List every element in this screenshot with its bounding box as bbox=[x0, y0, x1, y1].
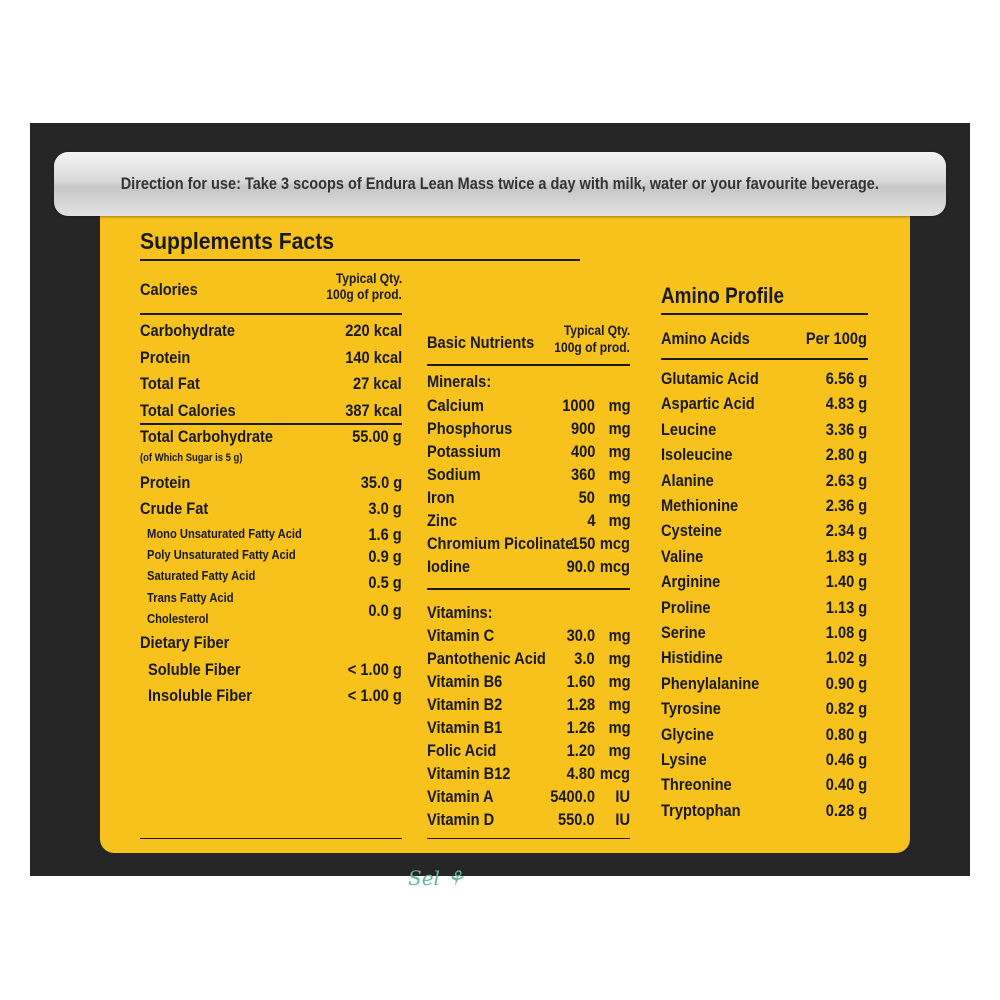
amino-row-value: 0.90 g bbox=[825, 673, 867, 693]
nutrient-row-label: Vitamin B1 bbox=[427, 718, 503, 737]
amino-row-label: Aspartic Acid bbox=[661, 394, 755, 414]
amino-row-label: Isoleucine bbox=[661, 445, 733, 465]
nutrient-row-unit: mcg bbox=[599, 764, 630, 783]
amino-row-label: Alanine bbox=[661, 470, 714, 490]
protein-value: 35.0 g bbox=[360, 473, 402, 492]
amino-acids-header: Amino Acids bbox=[661, 329, 750, 348]
per-100g-amino-header: Per 100g bbox=[806, 329, 867, 348]
nutrient-row-qty: 1.60 bbox=[566, 672, 595, 691]
nutrient-row-unit: mg bbox=[608, 465, 630, 484]
amino-header-divider bbox=[661, 358, 868, 360]
nutrient-row-qty: 400 bbox=[570, 442, 595, 461]
nutrient-row-label: Vitamin B6 bbox=[427, 672, 503, 691]
nutrient-row-label: Phosphorus bbox=[427, 419, 513, 438]
nutrient-row-qty: 360 bbox=[570, 465, 595, 484]
nutrient-row-unit: mg bbox=[608, 488, 630, 507]
nutrient-row-unit: mg bbox=[608, 396, 630, 415]
crude-fat-label: Crude Fat bbox=[140, 499, 209, 518]
nutrient-row-qty: 3.0 bbox=[574, 649, 595, 668]
calorie-row-label: Protein bbox=[140, 348, 191, 367]
nutrient-row-label: Sodium bbox=[427, 465, 481, 484]
fat-row-value: 0.0 g bbox=[368, 601, 402, 620]
header-divider bbox=[140, 313, 402, 315]
amino-row-label: Glycine bbox=[661, 724, 714, 744]
nutrient-row-label: Iodine bbox=[427, 557, 471, 576]
fiber-row-label: Insoluble Fiber bbox=[148, 686, 252, 705]
nutrient-row-unit: mg bbox=[608, 649, 630, 668]
nutrient-row-unit: mg bbox=[608, 695, 630, 714]
nutrient-row-qty: 4.80 bbox=[566, 764, 595, 783]
total-carbohydrate-value: 55.00 g bbox=[352, 427, 402, 446]
fat-row-label: Mono Unsaturated Fatty Acid bbox=[147, 526, 302, 541]
nutrient-row-label: Chromium Picolinate bbox=[427, 534, 574, 553]
nutrient-row-unit: IU bbox=[615, 810, 630, 829]
nutrient-row-unit: mcg bbox=[599, 557, 630, 576]
middle-column-footer-rule bbox=[427, 838, 630, 839]
calorie-row-value: 27 kcal bbox=[353, 374, 402, 393]
amino-row-value: 2.80 g bbox=[825, 445, 867, 465]
fat-row-label: Cholesterol bbox=[147, 611, 209, 626]
basic-header-divider bbox=[427, 364, 630, 366]
nutrient-row-label: Vitamin B12 bbox=[427, 764, 511, 783]
protein-label: Protein bbox=[140, 473, 191, 492]
amino-row-label: Proline bbox=[661, 597, 711, 617]
calorie-row-label: Total Fat bbox=[140, 374, 200, 393]
calorie-row-value: 220 kcal bbox=[345, 321, 402, 340]
amino-row-label: Methionine bbox=[661, 496, 739, 515]
amino-row-label: Phenylalanine bbox=[661, 673, 760, 693]
fat-row-value: 1.6 g bbox=[368, 525, 402, 544]
calorie-row-value: 387 kcal bbox=[345, 401, 402, 420]
title-underline bbox=[140, 259, 580, 261]
total-calories-divider bbox=[140, 423, 402, 425]
left-column-footer-rule bbox=[140, 838, 402, 839]
amino-row-value: 3.36 g bbox=[825, 419, 867, 439]
nutrient-row-label: Pantothenic Acid bbox=[427, 649, 546, 668]
amino-row-value: 1.40 g bbox=[825, 572, 867, 592]
nutrient-row-label: Calcium bbox=[427, 396, 484, 415]
calories-header: Calories bbox=[140, 280, 198, 299]
amino-row-value: 2.36 g bbox=[825, 496, 867, 515]
nutrient-row-unit: mg bbox=[608, 741, 630, 760]
total-carbohydrate-label: Total Carbohydrate bbox=[140, 427, 273, 446]
fat-row-value: 0.5 g bbox=[368, 573, 402, 592]
supplements-title: Supplements Facts bbox=[140, 228, 335, 254]
vitamins-label: Vitamins: bbox=[427, 603, 493, 622]
amino-row-label: Tryptophan bbox=[661, 800, 741, 820]
amino-row-label: Leucine bbox=[661, 419, 717, 439]
basic-nutrients-header: Basic Nutrients bbox=[427, 333, 535, 352]
amino-row-label: Cysteine bbox=[661, 521, 722, 541]
amino-row-label: Threonine bbox=[661, 775, 732, 795]
basic-per-100g-header: 100g of prod. bbox=[554, 339, 630, 355]
per-100g-header: 100g of prod. bbox=[326, 286, 402, 302]
nutrient-row-qty: 30.0 bbox=[566, 626, 595, 645]
amino-row-label: Lysine bbox=[661, 750, 707, 769]
directions-banner bbox=[54, 152, 946, 216]
fat-row-label: Poly Unsaturated Fatty Acid bbox=[147, 547, 296, 562]
nutrient-row-label: Vitamin A bbox=[427, 787, 494, 806]
amino-row-value: 1.13 g bbox=[825, 597, 867, 617]
fiber-row-label: Soluble Fiber bbox=[148, 660, 241, 679]
amino-row-label: Valine bbox=[661, 546, 704, 566]
dietary-fiber-label: Dietary Fiber bbox=[140, 633, 230, 652]
nutrient-row-qty: 150 bbox=[570, 534, 595, 553]
amino-row-value: 1.02 g bbox=[825, 648, 867, 668]
nutrient-row-qty: 4 bbox=[586, 511, 595, 530]
amino-row-value: 1.08 g bbox=[825, 623, 867, 642]
nutrient-row-qty: 1.26 bbox=[566, 718, 595, 737]
amino-row-value: 0.28 g bbox=[825, 800, 867, 820]
nutrient-row-label: Potassium bbox=[427, 442, 501, 461]
sugar-note: (of Which Sugar is 5 g) bbox=[140, 452, 243, 464]
amino-row-label: Arginine bbox=[661, 572, 721, 592]
amino-row-value: 1.83 g bbox=[825, 546, 867, 566]
nutrient-row-unit: mg bbox=[608, 511, 630, 530]
nutrition-panel bbox=[100, 188, 910, 853]
minerals-label: Minerals: bbox=[427, 372, 492, 391]
nutrient-row-label: Vitamin B2 bbox=[427, 695, 503, 714]
nutrient-row-unit: mg bbox=[608, 626, 630, 645]
nutrient-row-unit: mg bbox=[608, 419, 630, 438]
nutrient-row-unit: mg bbox=[608, 442, 630, 461]
amino-row-value: 0.46 g bbox=[825, 750, 867, 769]
fiber-row-value: < 1.00 g bbox=[347, 660, 402, 679]
nutrient-row-qty: 1.28 bbox=[566, 695, 595, 714]
fat-row-label: Saturated Fatty Acid bbox=[147, 568, 256, 583]
amino-row-label: Glutamic Acid bbox=[661, 369, 759, 388]
amino-title-divider bbox=[661, 313, 868, 315]
fat-row-label: Trans Fatty Acid bbox=[147, 590, 234, 605]
fiber-row-value: < 1.00 g bbox=[347, 686, 402, 705]
nutrient-row-qty: 900 bbox=[570, 419, 595, 438]
calorie-row-value: 140 kcal bbox=[345, 348, 402, 367]
nutrient-row-unit: IU bbox=[615, 787, 630, 806]
nutrient-row-qty: 550.0 bbox=[558, 810, 595, 829]
amino-row-value: 0.80 g bbox=[825, 724, 867, 744]
amino-row-value: 2.34 g bbox=[825, 521, 867, 541]
calorie-row-label: Carbohydrate bbox=[140, 321, 236, 340]
nutrient-row-unit: mcg bbox=[599, 534, 630, 553]
directions-text: Direction for use: Take 3 scoops of Endura Lean Mass twice a day with milk, water or your favourite beverage. bbox=[120, 174, 880, 193]
basic-typical-qty-header: Typical Qty. bbox=[563, 322, 630, 338]
nutrient-row-qty: 50 bbox=[578, 488, 595, 507]
fat-row-value: 0.9 g bbox=[368, 547, 402, 566]
nutrient-row-label: Iron bbox=[427, 488, 455, 507]
nutrient-row-qty: 1000 bbox=[562, 396, 595, 415]
nutrient-row-qty: 5400.0 bbox=[550, 787, 595, 806]
crude-fat-value: 3.0 g bbox=[368, 499, 402, 518]
amino-row-label: Serine bbox=[661, 623, 706, 642]
amino-row-value: 0.40 g bbox=[825, 775, 867, 795]
nutrient-row-label: Zinc bbox=[427, 511, 458, 530]
amino-profile-title: Amino Profile bbox=[661, 283, 784, 308]
amino-row-label: Histidine bbox=[661, 648, 723, 668]
minerals-divider bbox=[427, 588, 630, 590]
nutrient-row-label: Vitamin D bbox=[427, 810, 495, 829]
leaf-logo-fragment: Sel ⚘ bbox=[408, 866, 465, 890]
typical-qty-header: Typical Qty. bbox=[335, 270, 402, 286]
nutrient-row-label: Folic Acid bbox=[427, 741, 497, 760]
nutrient-row-unit: mg bbox=[608, 718, 630, 737]
nutrient-row-unit: mg bbox=[608, 672, 630, 691]
amino-row-value: 4.83 g bbox=[825, 394, 867, 414]
amino-row-value: 6.56 g bbox=[825, 369, 867, 388]
amino-row-value: 0.82 g bbox=[825, 699, 867, 719]
amino-row-value: 2.63 g bbox=[825, 470, 867, 490]
nutrient-row-qty: 1.20 bbox=[566, 741, 595, 760]
nutrient-row-label: Vitamin C bbox=[427, 626, 495, 645]
calorie-row-label: Total Calories bbox=[140, 401, 236, 420]
nutrient-row-qty: 90.0 bbox=[566, 557, 595, 576]
amino-row-label: Tyrosine bbox=[661, 699, 721, 719]
